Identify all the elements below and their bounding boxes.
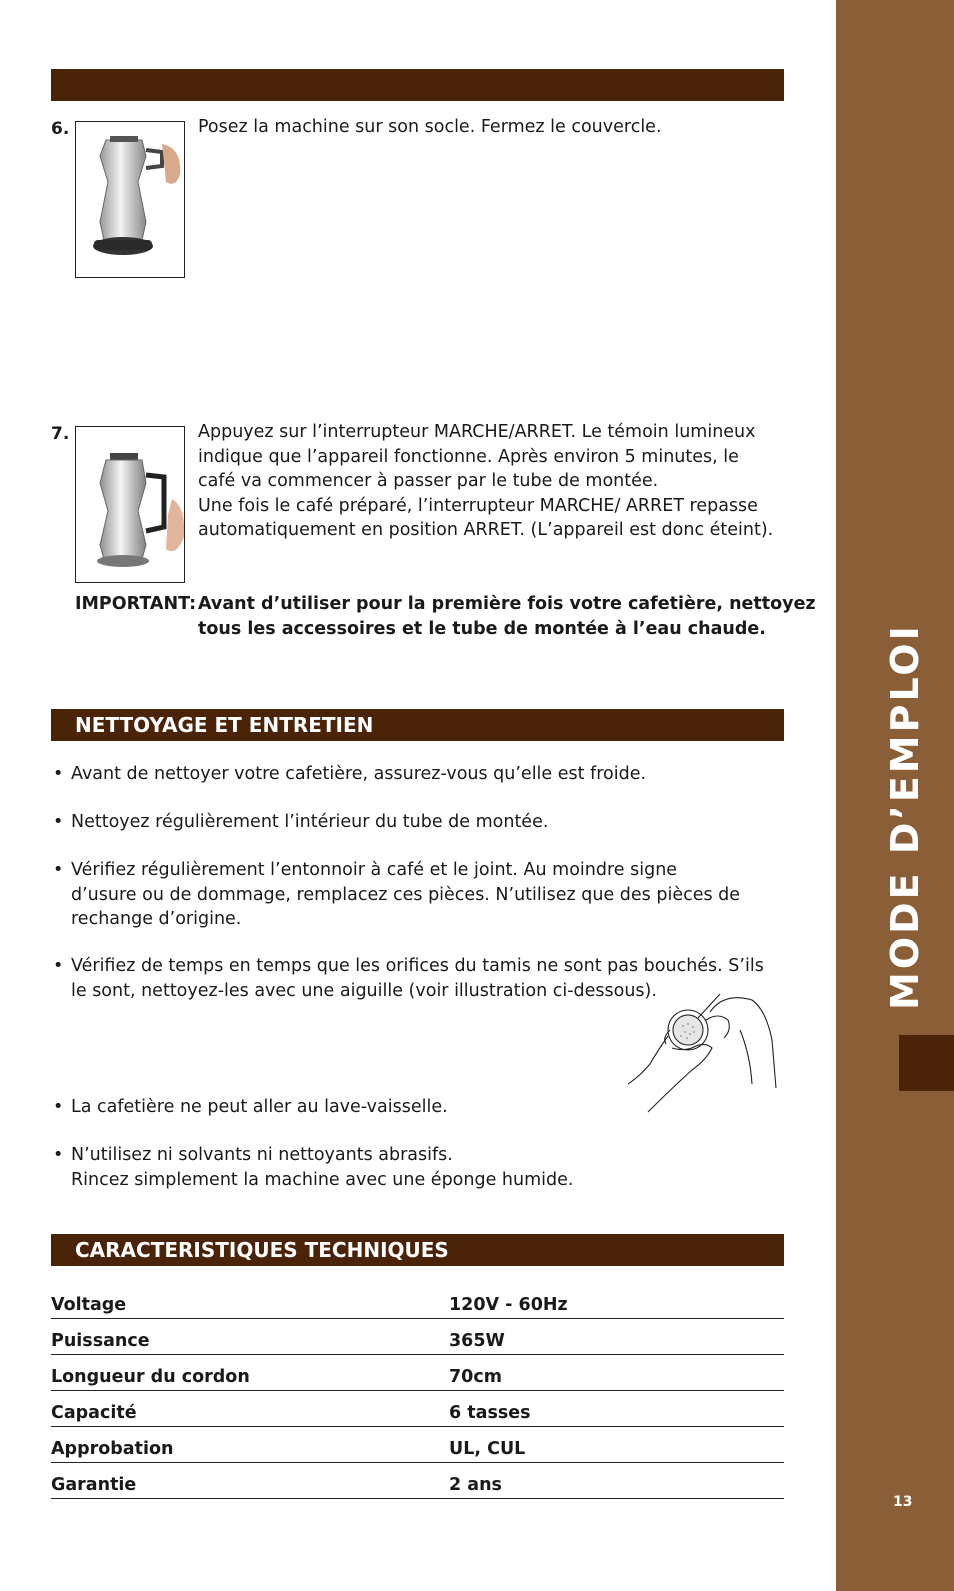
bullet-icon: • (53, 956, 64, 976)
bullet-icon: • (53, 860, 64, 880)
bullet-icon: • (53, 1097, 64, 1117)
list-item-text: La cafetière ne peut aller au lave-vaisselle. (71, 1097, 448, 1117)
list-item-text: Nettoyez régulièrement l’intérieur du tube de montée. (71, 812, 549, 832)
section-heading-specs: CARACTERISTIQUES TECHNIQUES (51, 1234, 784, 1266)
step-7-line: automatiquement en position ARRET. (L’appareil est donc éteint). (198, 520, 774, 540)
bullet-icon: • (53, 812, 64, 832)
step-6-text: Posez la machine sur son socle. Fermez le couvercle. (198, 117, 662, 137)
list-item-text: Rincez simplement la machine avec une éponge humide. (71, 1169, 574, 1190)
list-item-text: Avant de nettoyer votre cafetière, assurez-vous qu’elle est froide. (71, 764, 647, 784)
spec-row (51, 1355, 784, 1391)
list-item (51, 858, 791, 932)
list-item-text: N’utilisez ni solvants ni nettoyants abrasifs. (71, 1145, 453, 1165)
bullet-icon: • (53, 1145, 64, 1165)
coffee-maker-image (75, 121, 185, 278)
list-item (51, 810, 791, 835)
spec-label: Approbation (51, 1439, 174, 1459)
list-item (51, 1095, 791, 1120)
spec-value: 6 tasses (449, 1403, 531, 1423)
spec-label: Longueur du cordon (51, 1367, 250, 1387)
list-item-text: rechange d’origine. (71, 909, 242, 929)
section-heading-cleaning: NETTOYAGE ET ENTRETIEN (51, 709, 784, 741)
spec-row (51, 1283, 784, 1319)
step-7-line: café va commencer à passer par le tube de montée. (198, 471, 659, 491)
spec-label: Voltage (51, 1295, 127, 1315)
spec-row (51, 1427, 784, 1463)
sidebar-tab (899, 1035, 954, 1091)
spec-value: UL, CUL (449, 1439, 526, 1459)
top-header-bar (51, 69, 784, 101)
list-item-text: le sont, nettoyez-les avec une aiguille (voir illustration ci-dessous). (71, 980, 657, 1001)
list-item (51, 1143, 791, 1192)
step-7-line: indique que l’appareil fonctionne. Après environ 5 minutes, le (198, 446, 739, 467)
list-item-text: Vérifiez régulièrement l’entonnoir à café et le joint. Au moindre signe (71, 860, 678, 880)
list-item-text: d’usure ou de dommage, remplacez ces pièces. N’utilisez que des pièces de (71, 884, 741, 905)
sidebar-title: MODE D’EMPLOI (883, 623, 927, 1010)
page-number: 13 (893, 1494, 913, 1510)
coffee-maker-image (75, 426, 185, 583)
step-number: 7. (51, 424, 70, 444)
spec-row (51, 1463, 784, 1499)
spec-row (51, 1319, 784, 1355)
step-7-line: Une fois le café préparé, l’interrupteur MARCHE/ ARRET repasse (198, 495, 758, 516)
spec-label: Garantie (51, 1475, 137, 1495)
spec-label: Puissance (51, 1331, 150, 1351)
important-text-line: Avant d’utiliser pour la première fois votre cafetière, nettoyez (198, 594, 816, 614)
spec-row (51, 1391, 784, 1427)
important-label: IMPORTANT: (75, 594, 197, 614)
list-item-text: Vérifiez de temps en temps que les orifices du tamis ne sont pas bouchés. S’ils (71, 956, 764, 976)
spec-value: 120V - 60Hz (449, 1295, 568, 1315)
spec-value: 70cm (449, 1367, 502, 1387)
spec-label: Capacité (51, 1403, 137, 1423)
spec-value: 365W (449, 1331, 505, 1351)
list-item (51, 762, 791, 787)
step-number: 6. (51, 119, 70, 139)
important-text-line: tous les accessoires et le tube de montée à l’eau chaude. (198, 618, 766, 639)
step-7-line: Appuyez sur l’interrupteur MARCHE/ARRET. Le témoin lumineux (198, 422, 756, 442)
bullet-icon: • (53, 764, 64, 784)
spec-value: 2 ans (449, 1475, 502, 1495)
